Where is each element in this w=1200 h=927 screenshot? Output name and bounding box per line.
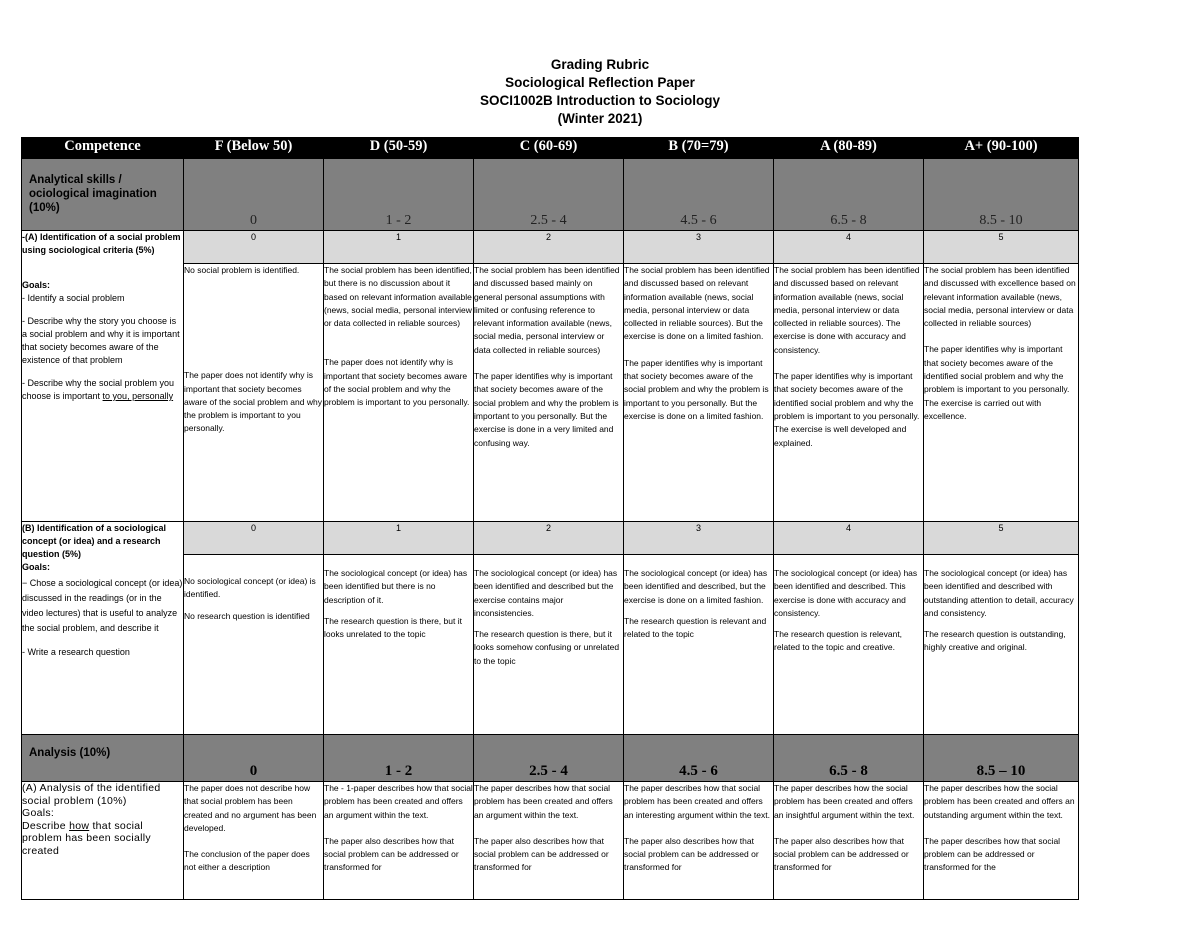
goal-text: that social problem has been socially created	[22, 819, 151, 857]
column-header: A (80-89)	[774, 138, 924, 159]
score-range: 4.5 - 6	[624, 735, 774, 782]
description-text: The conclusion of the paper does not either a description	[184, 849, 310, 873]
description-text: No sociological concept (or idea) is identified.	[184, 576, 316, 600]
grade-description	[924, 782, 1079, 900]
rubric-table	[21, 137, 1079, 900]
criterion-cell	[22, 231, 184, 522]
description-text: The paper describes how the social problem has been created and offers an insightful argument within the text.	[774, 783, 915, 820]
grade-description	[324, 782, 474, 900]
goal-text: Describe	[22, 819, 70, 832]
description-text: The paper does not describe how that social problem has been created and no argument has been developed.	[184, 783, 317, 833]
description-text: No social problem is identified.	[184, 265, 300, 275]
points-row	[22, 522, 1079, 555]
grade-description	[184, 555, 324, 735]
goal-item: - Write a research question	[22, 647, 130, 657]
description-text: No research question is identified	[184, 610, 310, 621]
description-text: The social problem has been identified, but there is no discussion about it based on relevant information available (news, social media, personal interview or data collected in reliable sources)	[324, 265, 472, 329]
column-header: F (Below 50)	[184, 138, 324, 159]
title-line-2: Sociological Reflection Paper	[505, 75, 695, 90]
points-value: 4	[774, 231, 924, 264]
description-text: The paper describes how the social problem has been created and offers an outstanding argument within the text.	[924, 783, 1075, 820]
goal-item	[22, 820, 183, 858]
score-range: 2.5 - 4	[474, 735, 624, 782]
score-range: 6.5 - 8	[774, 159, 924, 231]
score-range: 6.5 - 8	[774, 735, 924, 782]
goal-underlined-text: to you, personally	[102, 391, 174, 401]
section-row	[22, 735, 1079, 782]
grade-description	[774, 782, 924, 900]
points-value: 1	[324, 231, 474, 264]
criterion-cell	[22, 782, 184, 900]
description-text: The social problem has been identified and discussed based on relevant information available (news, social media, personal interview or data collected in reliable sources). But the exercise is done on a limited fashion.	[624, 265, 770, 342]
description-text: The social problem has been identified and discussed based on relevant information available (news, social media, personal interview or data collected in reliable sources). The exercise is done with accuracy and consistency.	[774, 265, 920, 355]
goals-label: Goals:	[22, 280, 51, 290]
criterion-cell	[22, 522, 184, 735]
points-row	[22, 231, 1079, 264]
description-text: The sociological concept (or idea) has been identified and described. This exercise is done with accuracy and consistency.	[774, 568, 918, 618]
description-text: The paper describes how that social problem can be addressed or transformed for the	[924, 835, 1061, 873]
grade-description	[474, 782, 624, 900]
column-header: Competence	[22, 138, 184, 159]
score-range: 8.5 - 10	[924, 159, 1079, 231]
description-text: The sociological concept (or idea) has been identified and described but the exercise contains major inconsistencies.	[474, 568, 618, 618]
goal-item: - Identify a social problem	[22, 293, 125, 303]
points-value: 1	[324, 522, 474, 555]
description-text: The paper describes how that social problem has been created and offers an interesting argument within the text.	[624, 783, 770, 820]
goal-item: − Chose a sociological concept (or idea) discussed in the readings (or in the video lectures) that is useful to analyze the social problem, and describe it	[22, 578, 183, 633]
grade-description	[474, 264, 624, 522]
description-text: The paper also describes how that social problem can be addressed or transformed for	[474, 835, 609, 873]
description-text: The paper does not identify why is important that society becomes aware of the social problem and why the problem is important to you personally.	[324, 357, 470, 408]
points-value: 0	[184, 522, 324, 555]
points-value: 3	[624, 522, 774, 555]
description-text: The research question is relevant, related to the topic and creative.	[774, 629, 903, 653]
score-range: 1 - 2	[324, 159, 474, 231]
goals-label: Goals:	[22, 807, 55, 819]
description-text: The paper identifies why is important that society becomes aware of the identified social problem and why the problem is important to you personally. The exercise is carried out with excellence.	[924, 344, 1070, 421]
points-value: 2	[474, 522, 624, 555]
column-header: B (70=79)	[624, 138, 774, 159]
description-text: The paper identifies why is important that society becomes aware of the social problem and why the problem is important to you personally. But the exercise is done in a very limited and confusing way.	[474, 371, 619, 448]
description-row	[22, 782, 1079, 900]
score-range: 0	[184, 159, 324, 231]
points-value: 5	[924, 522, 1079, 555]
column-header: D (50-59)	[324, 138, 474, 159]
description-text: The research question is there, but it looks unrelated to the topic	[324, 615, 462, 640]
grade-description	[624, 782, 774, 900]
title-line-4: (Winter 2021)	[557, 111, 643, 126]
description-text: The paper describes how that social problem has been created and offers an argument within the text.	[474, 783, 613, 820]
description-text: The sociological concept (or idea) has been identified and described with outstanding attention to detail, accuracy and consistency.	[924, 568, 1074, 618]
goals-label: Goals:	[22, 562, 51, 572]
section-label: Analysis (10%)	[22, 735, 184, 782]
score-range: 4.5 - 6	[624, 159, 774, 231]
goal-item: - Describe why the story you choose is a social problem and why it is important that society becomes aware of the existence of that problem	[22, 316, 180, 365]
description-text: The social problem has been identified and discussed based mainly on general personal assumptions with limited or confusing reference to relevant information available (news, social media, personal interview or data collected in reliable sources)	[474, 265, 620, 355]
section-row	[22, 159, 1079, 231]
grade-description	[624, 555, 774, 735]
grade-description	[324, 264, 474, 522]
description-text: The paper also describes how that social problem can be addressed or transformed for	[324, 835, 459, 873]
criterion-title: -(A) Identification of a social problem using sociological criteria (5%)	[22, 232, 181, 255]
score-range: 1 - 2	[324, 735, 474, 782]
description-text: The - 1-paper describes how that social problem has been created and offers an argument within the text.	[324, 783, 473, 820]
score-range: 8.5 – 10	[924, 735, 1079, 782]
grade-description	[624, 264, 774, 522]
grade-description	[924, 555, 1079, 735]
description-text: The social problem has been identified and discussed with excellence based on relevant information available (news, social media, personal interview or data collected in reliable sources)	[924, 265, 1076, 329]
score-range: 2.5 - 4	[474, 159, 624, 231]
points-value: 4	[774, 522, 924, 555]
grade-description	[184, 264, 324, 522]
grade-description	[474, 555, 624, 735]
description-text: The paper identifies why is important that society becomes aware of the identified social problem and why the problem is important to you personally. The exercise is well developed and explained.	[774, 371, 920, 448]
grade-description	[184, 782, 324, 900]
points-value: 0	[184, 231, 324, 264]
goal-item	[22, 377, 183, 403]
description-text: The research question is outstanding, highly creative and original.	[924, 629, 1066, 653]
goal-text: - Describe why the social problem you choose is important	[22, 378, 175, 401]
description-text: The paper does not identify why is important that society becomes aware of the social problem and why the problem is important to you personally.	[184, 370, 322, 434]
column-header: A+ (90-100)	[924, 138, 1079, 159]
grade-description	[774, 555, 924, 735]
description-text: The sociological concept (or idea) has been identified but there is no description of it.	[324, 568, 468, 605]
points-value: 3	[624, 231, 774, 264]
section-label: Analytical skills / ociological imagination (10%)	[22, 159, 184, 231]
description-text: The paper also describes how that social problem can be addressed or transformed for	[774, 835, 909, 873]
description-text: The research question is there, but it looks somehow confusing or unrelated to the topic	[474, 629, 620, 666]
header-row	[22, 138, 1079, 159]
description-text: The sociological concept (or idea) has been identified and described, but the exercise is done on a limited fashion.	[624, 568, 768, 605]
criterion-title: (B) Identification of a sociological concept (or idea) and a research question (5%)	[22, 523, 167, 559]
points-value: 5	[924, 231, 1079, 264]
title-line-3: SOCI1002B Introduction to Sociology	[479, 93, 721, 108]
criterion-title: (A) Analysis of the identified social problem (10%)	[22, 782, 161, 807]
document-title	[0, 56, 1200, 128]
points-value: 2	[474, 231, 624, 264]
goal-underlined-text: how	[69, 819, 90, 832]
description-text: The research question is relevant and related to the topic	[624, 615, 767, 640]
description-text: The paper identifies why is important that society becomes aware of the social problem and why the problem is important to you personally. But the exercise is done on a limited fashion.	[624, 357, 769, 421]
grade-description	[774, 264, 924, 522]
description-text: The paper also describes how that social problem can be addressed or transformed for	[624, 835, 759, 873]
grade-description	[924, 264, 1079, 522]
column-header: C (60-69)	[474, 138, 624, 159]
score-range: 0	[184, 735, 324, 782]
grade-description	[324, 555, 474, 735]
title-line-1: Grading Rubric	[550, 57, 650, 72]
